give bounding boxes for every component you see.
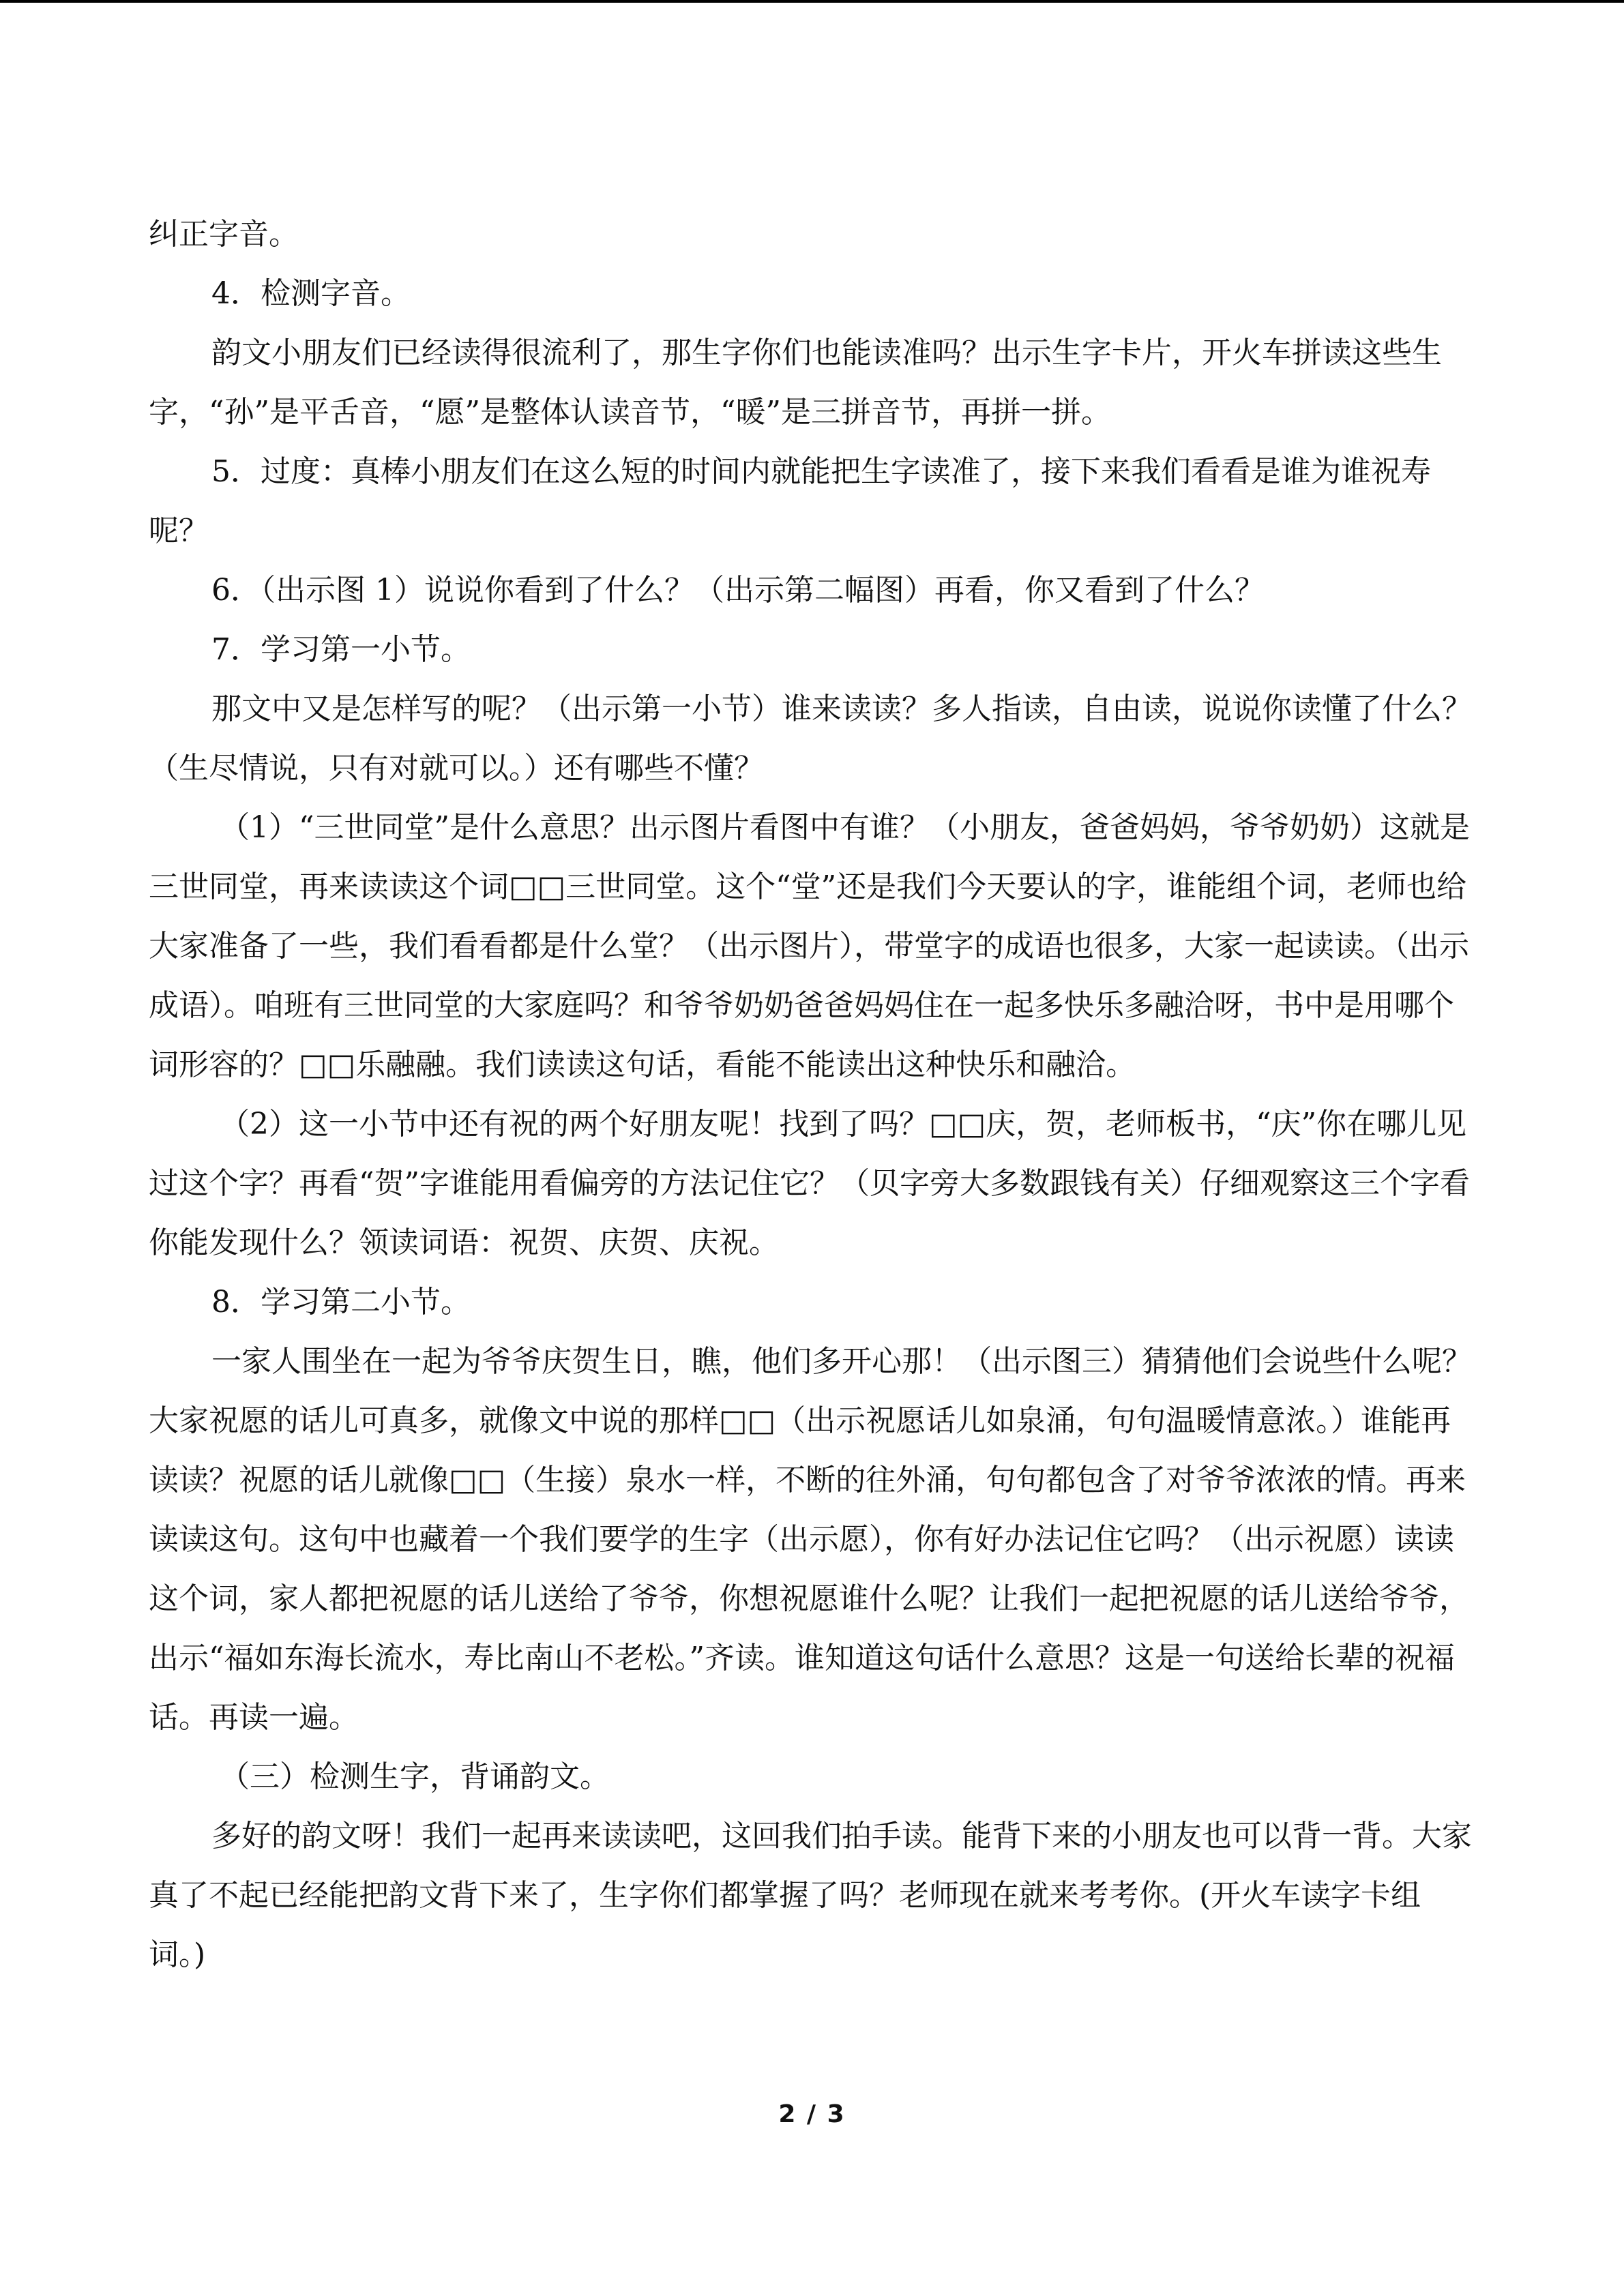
paragraph-item-2: （2）这一小节中还有祝的两个好朋友呢！找到了吗？□□庆，贺，老师板书，“庆”你在哪儿见过这个字？再看“贺”字谁能用看偏旁的方法记住它？（贝字旁大多数跟钱有关）仔细观察这三个字看你能发现什么？领读词语：祝贺、庆贺、庆祝。 xyxy=(149,1107,1470,1260)
document-body xyxy=(149,205,1472,1984)
paragraph-first-section: 那文中又是怎样写的呢？（出示第一小节）谁来读读？多人指读，自由读，说说你读懂了什么？（生尽情说，只有对就可以。）还有哪些不懂？ xyxy=(149,691,1472,786)
step-heading-8: 8．学习第二小节。 xyxy=(211,1285,471,1320)
paragraph-continuation: 纠正字音。 xyxy=(149,217,299,252)
paragraph-second-section: 一家人围坐在一起为爷爷庆贺生日，瞧，他们多开心那！（出示图三）猜猜他们会说些什么呢？大家祝愿的话儿可真多，就像文中说的那样□□（出示祝愿话儿如泉涌，句句温暖情意浓。）谁能再读读？祝愿的话儿就像□□（生接）泉水一样，不断的往外涌，句句都包含了对爷爷浓浓的情。再来读读这句。这句中也藏着一个我们要学的生字（出示愿），你有好办法记住它吗？（出示祝愿）读读这个词，家人都把祝愿的话儿送给了爷爷，你想祝愿谁什么呢？让我们一起把祝愿的话儿送给爷爷，出示“福如东海长流水，寿比南山不老松。”齐读。谁知道这句话什么意思？这是一句送给长辈的祝福话。再读一遍。 xyxy=(149,1344,1472,1735)
paragraph-check-pronunciation: 韵文小朋友们已经读得很流利了，那生字你们也能读准吗？出示生字卡片，开火车拼读这些生字，“孙”是平舌音，“愿”是整体认读音节，“暖”是三拼音节，再拼一拼。 xyxy=(149,336,1442,430)
paragraph-recite: 多好的韵文呀！我们一起再来读读吧，这回我们拍手读。能背下来的小朋友也可以背一背。大家真了不起已经能把韵文背下来了，生字你们都掌握了吗？老师现在就来考考你。(开火车读字卡组词。) xyxy=(149,1819,1472,1972)
section-heading-3: （三）检测生字，背诵韵文。 xyxy=(220,1759,610,1794)
page-number: 2 / 3 xyxy=(778,2100,846,2128)
step-heading-7: 7．学习第一小节。 xyxy=(211,632,471,667)
step-heading-5: 5．过度：真棒小朋友们在这么短的时间内就能把生字读准了，接下来我们看看是谁为谁祝寿呢？ xyxy=(149,454,1431,548)
step-heading-6: 6．（出示图 1）说说你看到了什么？（出示第二幅图）再看，你又看到了什么？ xyxy=(211,573,1265,608)
paragraph-item-1: （1）“三世同堂”是什么意思？出示图片看图中有谁？（小朋友，爸爸妈妈，爷爷奶奶）这就是三世同堂，再来读读这个词□□三世同堂。这个“堂”还是我们今天要认的字，谁能组个词，老师也给大家准备了一些，我们看看都是什么堂？（出示图片），带堂字的成语也很多，大家一起读读。（出示成语）。咱班有三世同堂的大家庭吗？和爷爷奶奶爸爸妈妈住在一起多快乐多融洽呀，书中是用哪个词形容的？□□乐融融。我们读读这句话，看能不能读出这种快乐和融洽。 xyxy=(149,810,1470,1082)
step-heading-4: 4．检测字音。 xyxy=(211,276,411,311)
top-border-rule xyxy=(0,0,1624,3)
